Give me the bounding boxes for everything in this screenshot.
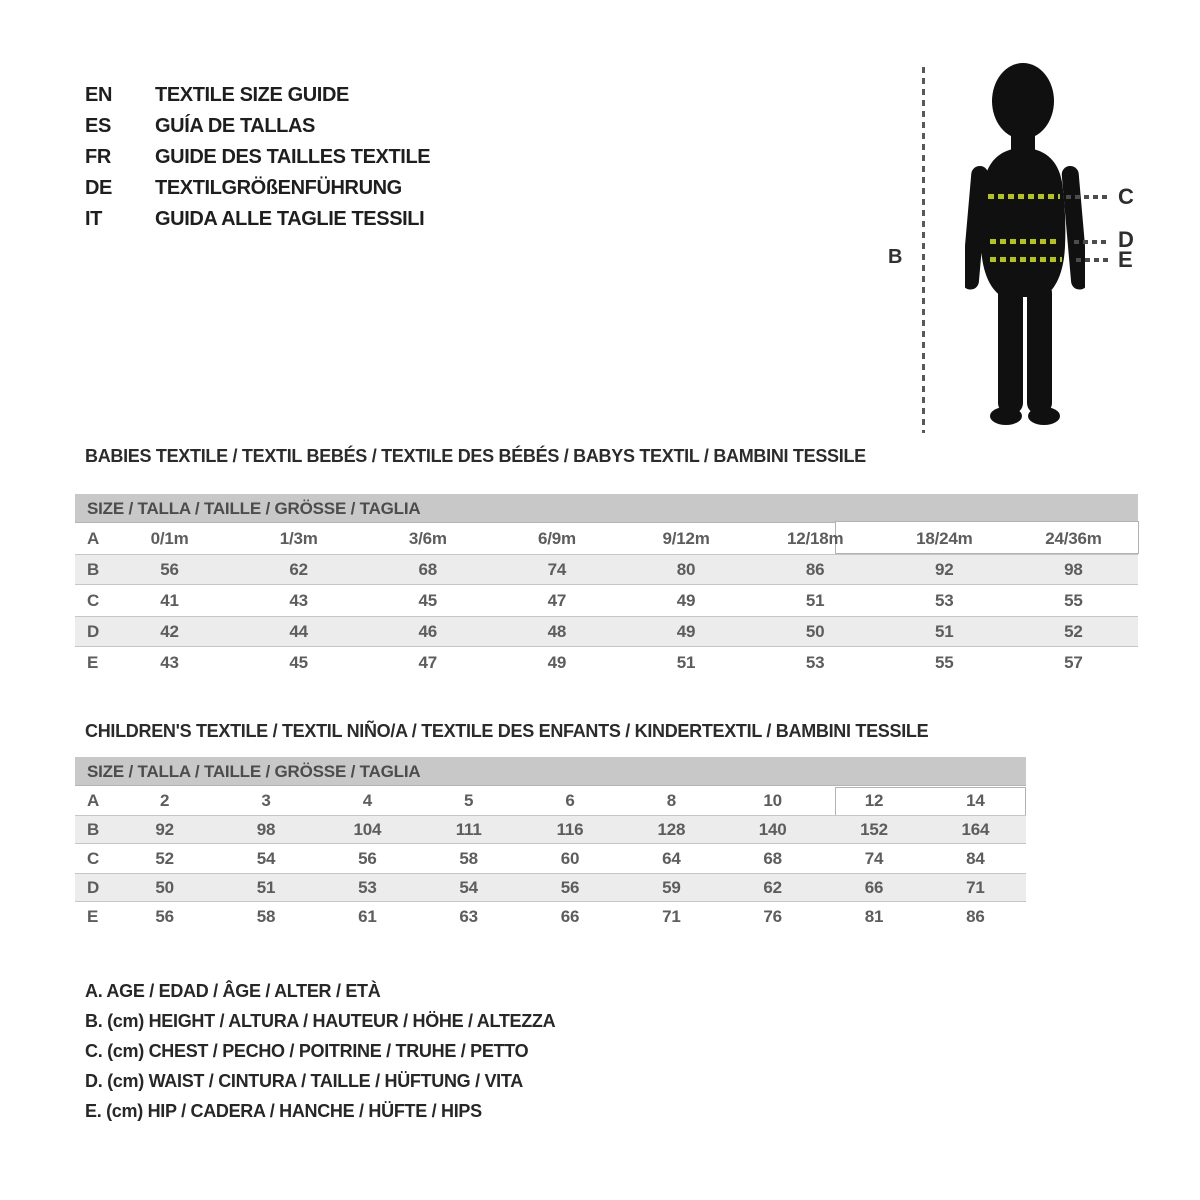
size-value-cell: 6 — [565, 790, 575, 810]
size-value-cell: 48 — [547, 621, 567, 641]
child-silhouette — [965, 60, 1085, 435]
children-size-header: SIZE / TALLA / TAILLE / GRÖSSE / TAGLIA — [75, 757, 1026, 786]
size-value-cell: 51 — [256, 877, 276, 897]
table-row-E — [75, 647, 1138, 678]
size-value-cell: 92 — [155, 819, 174, 839]
size-value-cell: 104 — [353, 819, 382, 839]
size-value-cell: 53 — [935, 590, 954, 610]
size-value-cell: 6/9m — [537, 528, 576, 548]
size-value-cell: 51 — [805, 590, 825, 610]
size-value-cell: 2 — [160, 790, 170, 810]
size-value-cell: 52 — [155, 848, 174, 868]
size-value-cell: 60 — [560, 848, 580, 868]
lang-title: GUÍA DE TALLAS — [155, 115, 315, 137]
hip-guide-dash — [1076, 258, 1108, 262]
row-label: B — [87, 559, 100, 579]
size-value-cell: 45 — [289, 652, 308, 672]
size-value-cell: 45 — [418, 590, 438, 610]
lang-code: IT — [85, 208, 102, 230]
table-row-A — [75, 786, 1026, 815]
lang-code: ES — [85, 115, 111, 137]
size-value-cell: 49 — [676, 590, 696, 610]
size-value-cell: 164 — [961, 819, 990, 839]
lang-code: EN — [85, 84, 112, 106]
size-value-cell: 76 — [763, 906, 782, 926]
waist-measure-dash — [990, 239, 1060, 244]
height-dashed-line — [922, 67, 925, 433]
size-value-cell: 12 — [864, 790, 884, 810]
lang-title: TEXTILGRÖßENFÜHRUNG — [155, 177, 402, 199]
table-row-A — [75, 523, 1138, 554]
chest-measure-dash — [988, 194, 1060, 199]
babies-size-table — [75, 494, 1138, 678]
size-value-cell: 116 — [556, 819, 584, 839]
measurement-figure — [860, 55, 1170, 450]
size-value-cell: 5 — [464, 790, 474, 810]
size-value-cell: 50 — [805, 621, 825, 641]
size-value-cell: 56 — [358, 848, 377, 868]
size-value-cell: 74 — [547, 559, 567, 579]
row-label: D — [87, 877, 100, 897]
legend-waist: D. (cm) WAIST / CINTURA / TAILLE / HÜFTUNG / VITA — [85, 1071, 523, 1091]
row-label: A — [87, 790, 100, 810]
lang-row-en — [85, 80, 430, 111]
size-value-cell: 4 — [362, 790, 372, 810]
size-value-cell: 111 — [455, 819, 482, 839]
children-table-body — [75, 786, 1026, 931]
row-label: E — [87, 652, 99, 672]
size-value-cell: 81 — [864, 906, 884, 926]
size-value-cell: 46 — [418, 621, 438, 641]
table-row-B — [75, 815, 1026, 844]
table-row-C — [75, 844, 1026, 873]
row-label: B — [87, 819, 100, 839]
size-value-cell: 52 — [1064, 621, 1083, 641]
table-row-E — [75, 902, 1026, 931]
size-value-cell: 55 — [935, 652, 954, 672]
size-value-cell: 10 — [763, 790, 782, 810]
size-value-cell: 74 — [864, 848, 884, 868]
lang-title: GUIDA ALLE TAGLIE TESSILI — [155, 208, 425, 230]
size-value-cell: 98 — [256, 819, 276, 839]
children-size-table — [75, 757, 1026, 931]
chest-guide-dash — [1066, 195, 1108, 199]
size-value-cell: 80 — [676, 559, 696, 579]
size-value-cell: 49 — [676, 621, 696, 641]
size-value-cell: 53 — [358, 877, 377, 897]
babies-section-heading: BABIES TEXTILE / TEXTIL BEBÉS / TEXTILE DES BÉBÉS / BABYS TEXTIL / BAMBINI TESSILE — [85, 446, 866, 466]
size-value-cell: 61 — [358, 906, 377, 926]
lang-code: FR — [85, 146, 111, 168]
waist-label: D — [1118, 227, 1134, 252]
size-value-cell: 128 — [657, 819, 686, 839]
size-value-cell: 42 — [160, 621, 179, 641]
size-value-cell: 92 — [935, 559, 954, 579]
legend-age: A. AGE / EDAD / ÂGE / ALTER / ETÀ — [85, 981, 381, 1001]
legend-hip: E. (cm) HIP / CADERA / HANCHE / HÜFTE / HIPS — [85, 1101, 482, 1121]
size-value-cell: 51 — [676, 652, 696, 672]
size-value-cell: 58 — [459, 848, 478, 868]
lang-title: TEXTILE SIZE GUIDE — [155, 84, 349, 106]
size-value-cell: 66 — [560, 906, 580, 926]
size-value-cell: 43 — [160, 652, 179, 672]
babies-size-header: SIZE / TALLA / TAILLE / GRÖSSE / TAGLIA — [75, 494, 1138, 523]
size-value-cell: 3/6m — [408, 528, 447, 548]
language-title-block — [85, 80, 430, 235]
size-value-cell: 12/18m — [786, 528, 844, 548]
table-row-B — [75, 554, 1138, 585]
size-value-cell: 71 — [662, 906, 681, 926]
row-label: C — [87, 848, 100, 868]
lang-row-es — [85, 111, 430, 142]
hip-measure-dash — [990, 257, 1062, 262]
babies-table-body — [75, 523, 1138, 678]
size-value-cell: 53 — [805, 652, 825, 672]
size-value-cell: 68 — [763, 848, 782, 868]
size-value-cell: 0/1m — [150, 528, 189, 548]
height-label: B — [888, 246, 903, 268]
size-value-cell: 62 — [763, 877, 782, 897]
size-value-cell: 71 — [966, 877, 985, 897]
size-value-cell: 8 — [666, 790, 676, 810]
size-value-cell: 47 — [547, 590, 567, 610]
legend-height: B. (cm) HEIGHT / ALTURA / HAUTEUR / HÖHE / ALTEZZA — [85, 1011, 556, 1031]
size-value-cell: 56 — [160, 559, 179, 579]
row-label: A — [87, 528, 100, 548]
size-value-cell: 66 — [864, 877, 884, 897]
size-value-cell: 59 — [662, 877, 681, 897]
size-value-cell: 68 — [418, 559, 438, 579]
size-value-cell: 14 — [966, 790, 985, 810]
size-value-cell: 54 — [256, 848, 276, 868]
size-value-cell: 55 — [1064, 590, 1083, 610]
hip-label: E — [1118, 247, 1133, 272]
size-value-cell: 63 — [459, 906, 478, 926]
lang-row-it — [85, 204, 430, 235]
size-value-cell: 62 — [289, 559, 308, 579]
size-value-cell: 49 — [547, 652, 567, 672]
size-value-cell: 43 — [289, 590, 308, 610]
size-value-cell: 57 — [1064, 652, 1083, 672]
size-value-cell: 41 — [160, 590, 179, 610]
row-label: D — [87, 621, 100, 641]
size-value-cell: 152 — [860, 819, 888, 839]
size-value-cell: 54 — [459, 877, 478, 897]
lang-title: GUIDE DES TAILLES TEXTILE — [155, 146, 431, 168]
row-label: C — [87, 590, 100, 610]
size-value-cell: 64 — [662, 848, 681, 868]
waist-guide-dash — [1074, 240, 1108, 244]
size-value-cell: 56 — [155, 906, 174, 926]
lang-row-de — [85, 173, 430, 204]
size-value-cell: 86 — [966, 906, 985, 926]
size-value-cell: 9/12m — [662, 528, 710, 548]
children-section-heading: CHILDREN'S TEXTILE / TEXTIL NIÑO/A / TEXTILE DES ENFANTS / KINDERTEXTIL / BAMBINI TESSILE — [85, 721, 929, 741]
table-row-D — [75, 616, 1138, 647]
size-value-cell: 58 — [256, 906, 276, 926]
size-value-cell: 18/24m — [916, 528, 973, 548]
lang-code: DE — [85, 177, 112, 199]
measurement-legend — [85, 976, 555, 1126]
chest-label: C — [1118, 184, 1134, 209]
size-value-cell: 1/3m — [279, 528, 318, 548]
row-label: E — [87, 906, 99, 926]
size-value-cell: 86 — [805, 559, 825, 579]
size-value-cell: 98 — [1064, 559, 1083, 579]
size-value-cell: 50 — [155, 877, 174, 897]
size-value-cell: 3 — [261, 790, 271, 810]
legend-chest: C. (cm) CHEST / PECHO / POITRINE / TRUHE / PETTO — [85, 1041, 529, 1061]
size-value-cell: 47 — [418, 652, 438, 672]
size-value-cell: 51 — [935, 621, 954, 641]
size-value-cell: 140 — [758, 819, 787, 839]
lang-row-fr — [85, 142, 430, 173]
size-value-cell: 56 — [560, 877, 580, 897]
size-value-cell: 44 — [289, 621, 308, 641]
table-row-D — [75, 873, 1026, 902]
size-value-cell: 84 — [966, 848, 985, 868]
table-row-C — [75, 585, 1138, 616]
size-value-cell: 24/36m — [1045, 528, 1102, 548]
